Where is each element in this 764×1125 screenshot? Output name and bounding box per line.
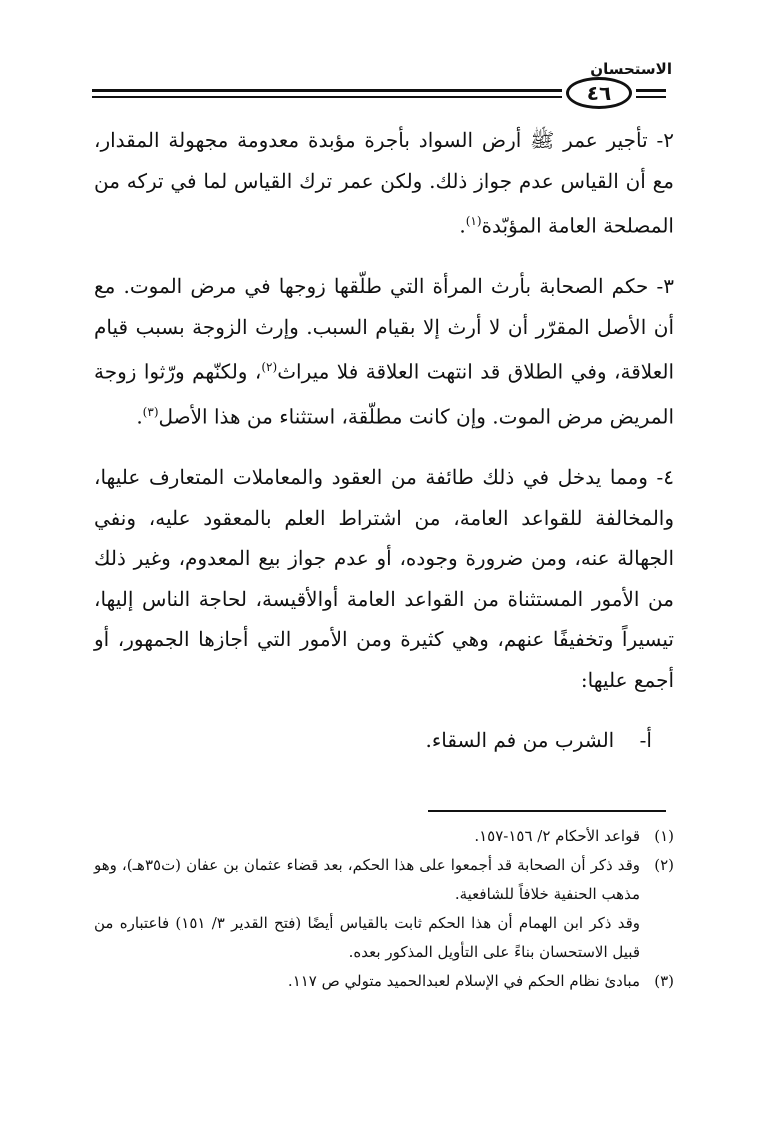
sub-item-a — [94, 720, 674, 761]
footnote-ref-1: (١) — [465, 214, 482, 228]
main-text — [94, 120, 674, 781]
header-rule-short-thin — [636, 96, 666, 98]
footnote-ref-2: (٢) — [261, 360, 278, 375]
paragraph-3-text-b: ، ولكنّهم ورّثوا زوجة المريض مرض الموت. وإن كانت مطلّقة، استثناء من هذا الأصل — [94, 359, 674, 429]
footnote-1 — [94, 822, 674, 851]
sub-item-text: الشرب من فم السقاء. — [425, 728, 615, 753]
sub-item-label: أ- — [639, 728, 652, 753]
footnote-separator — [428, 810, 666, 812]
paragraph-2: ٢- تأجير عمر ﷺ أرض السواد بأجرة مؤبدة معدومة مجهولة المقدار، مع أن القياس عدم جواز ذلك. ولكن عمر ترك القياس لما في تركه من المصلحة العامة المؤبّدة$^{(١)}$. — [94, 128, 674, 238]
footnote-2 — [94, 851, 674, 909]
footnote-ref-3: (٣) — [142, 405, 159, 420]
paragraph-3-text-a: ٣- حكم الصحابة بأرث المرأة التي طلّقها زوجها في مرض الموت. مع أن الأصل المقرّر أن لا أرث إلا بقيام السبب. وإرث الزوجة بسبب قيام العلاقة، وفي الطلاق قد انتهت العلاقة فلا ميراث — [94, 274, 674, 384]
footnote-text: مبادئ نظام الحكم في الإسلام لعبدالحميد متولي ص ١١٧. — [287, 972, 640, 990]
footnote-number: (٢) — [654, 856, 674, 874]
paragraph-4-text: ٤- ومما يدخل في ذلك طائفة من العقود والمعاملات المتعارف عليها، والمخالفة للقواعد العامة، من اشتراط العلم بالمعقود عليه، ونفي الجهالة عنه، ومن ضرورة وجوده، أو عدم جواز بيع المعدوم، وغير ذلك من الأمور المستثناة من القواعد العامة أوالأقيسة، لحاجة الناس إليها، تيسيراً وتخفيفًا عنهم، وهي كثيرة ومن الأمور التي أجازها الجمهور، أو أجمع عليها: — [94, 465, 674, 692]
footnote-3 — [94, 967, 674, 996]
paragraph-4 — [94, 457, 674, 700]
running-title: الاستحسان — [590, 60, 672, 78]
paragraph-2-text: ٢- تأجير عمر ﷺ أرض السواد بأجرة مؤبدة معدومة مجهولة المقدار، مع أن القياس عدم جواز ذلك. ولكن عمر ترك القياس لما في تركه من المصلحة العامة المؤبّدة — [94, 128, 674, 238]
footnote-text: قواعد الأحكام ٢/ ١٥٦-١٥٧. — [474, 827, 640, 845]
footnote-number: (٣) — [654, 972, 674, 990]
page-number: ٤٦ — [566, 77, 632, 109]
paragraph-3: ٣- حكم الصحابة بأرث المرأة التي طلّقها زوجها في مرض الموت. مع أن الأصل المقرّر أن لا أرث إلا بقيام السبب. وإرث الزوجة بسبب قيام العلاقة، وفي الطلاق قد انتهت العلاقة فلا ميراث$^{(٢)}$، ولكنّهم ورّثوا زوجة المريض مرض الموت. وإن كانت مطلّقة، استثناء من هذا الأصل$^{(٣)}$. — [94, 274, 674, 429]
footnote-2-continuation: وقد ذكر ابن الهمام أن هذا الحكم ثابت بالقياس أيضًا (فتح القدير ٣/ ١٥١) فاعتباره من قبيل الاستحسان بناءً على التأويل المذكور بعده. — [94, 914, 640, 961]
header-rule-short-thick — [636, 89, 666, 92]
footnotes — [94, 822, 674, 996]
header-rule-thick — [92, 89, 562, 92]
footnote-number: (١) — [654, 827, 674, 845]
header-rule-thin — [92, 96, 562, 98]
footnote-text: وقد ذكر أن الصحابة قد أجمعوا على هذا الحكم، بعد قضاء عثمان بن عفان (ت٣٥هـ)، وهو مذهب الحنفية خلافاً للشافعية. — [94, 856, 640, 903]
